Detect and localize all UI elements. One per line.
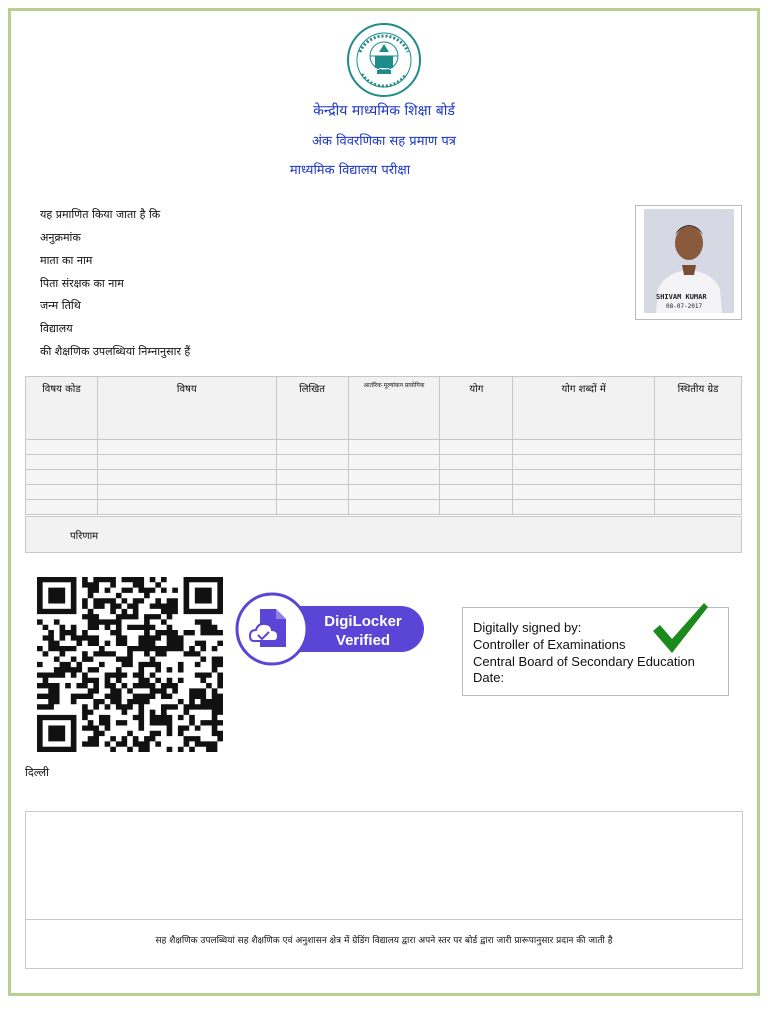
result-row <box>25 516 742 553</box>
signature-line-3: Central Board of Secondary Education <box>473 654 695 669</box>
exam-name: माध्यमिक विद्यालय परीक्षा <box>289 163 411 178</box>
achievement-line: की शैक्षणिक उपलब्धियां निम्नानुसार हैं <box>40 345 191 358</box>
cbse-logo-icon <box>346 22 422 98</box>
col-total-in-words: योग शब्दों में <box>513 377 655 440</box>
roll-no-label: अनुक्रमांक <box>40 231 81 244</box>
table-row <box>26 470 742 485</box>
col-internal-assessment: आतंरिक मूल्यांकन प्रायोगिक <box>348 377 440 440</box>
table-row <box>26 440 742 455</box>
signature-line-2: Controller of Examinations <box>473 637 626 652</box>
signature-line-4: Date: <box>473 670 505 685</box>
photo-caption-name: SHIVAM KUMAR <box>656 293 707 301</box>
mother-name-label: माता का नाम <box>40 254 93 267</box>
father-name-label: पिता संरक्षक का नाम <box>40 277 124 290</box>
digilocker-line2: Verified <box>335 632 391 649</box>
digilocker-verified-badge <box>234 592 426 666</box>
col-total: योग <box>440 377 513 440</box>
col-subject-code: विषय कोड <box>26 377 98 440</box>
certify-line: यह प्रमाणित किया जाता है कि <box>40 208 161 221</box>
table-row <box>26 485 742 500</box>
remarks-box <box>25 811 743 969</box>
remarks-divider <box>26 919 742 920</box>
col-positional-grade: स्थितीय ग्रेड <box>655 377 742 440</box>
document-title: अंक विवरणिका सह प्रमाण पत्र <box>312 134 456 149</box>
result-label: परिणाम <box>70 531 99 542</box>
signature-line-1: Digitally signed by: <box>473 620 582 635</box>
digilocker-line1: DigiLocker <box>324 613 402 630</box>
student-photo <box>644 209 734 313</box>
table-row <box>26 500 742 515</box>
check-mark-icon <box>650 601 710 656</box>
student-photo-frame <box>635 205 742 320</box>
photo-caption-date: 08-07-2017 <box>666 303 703 310</box>
co-scholastic-note: सह शैक्षणिक उपलब्धियां सह शैक्षणिक एवं अनुशासन क्षेत्र में ग्रेडिंग विद्यालय द्वारा अपने स्तर पर बोर्ड द्वारा जारी प्रारूपानुसार प्रदान की जाती है <box>155 936 613 946</box>
col-written: लिखित <box>276 377 348 440</box>
dob-label: जन्म तिथि <box>40 299 81 312</box>
board-name: केन्द्रीय माध्यमिक शिक्षा बोर्ड <box>313 103 455 119</box>
col-subject: विषय <box>97 377 276 440</box>
marks-table-header-row <box>26 377 742 440</box>
qr-code-icon <box>37 577 223 752</box>
table-row <box>26 455 742 470</box>
place-label: दिल्ली <box>25 766 49 779</box>
school-label: विद्यालय <box>40 322 73 335</box>
marks-table <box>25 376 742 515</box>
